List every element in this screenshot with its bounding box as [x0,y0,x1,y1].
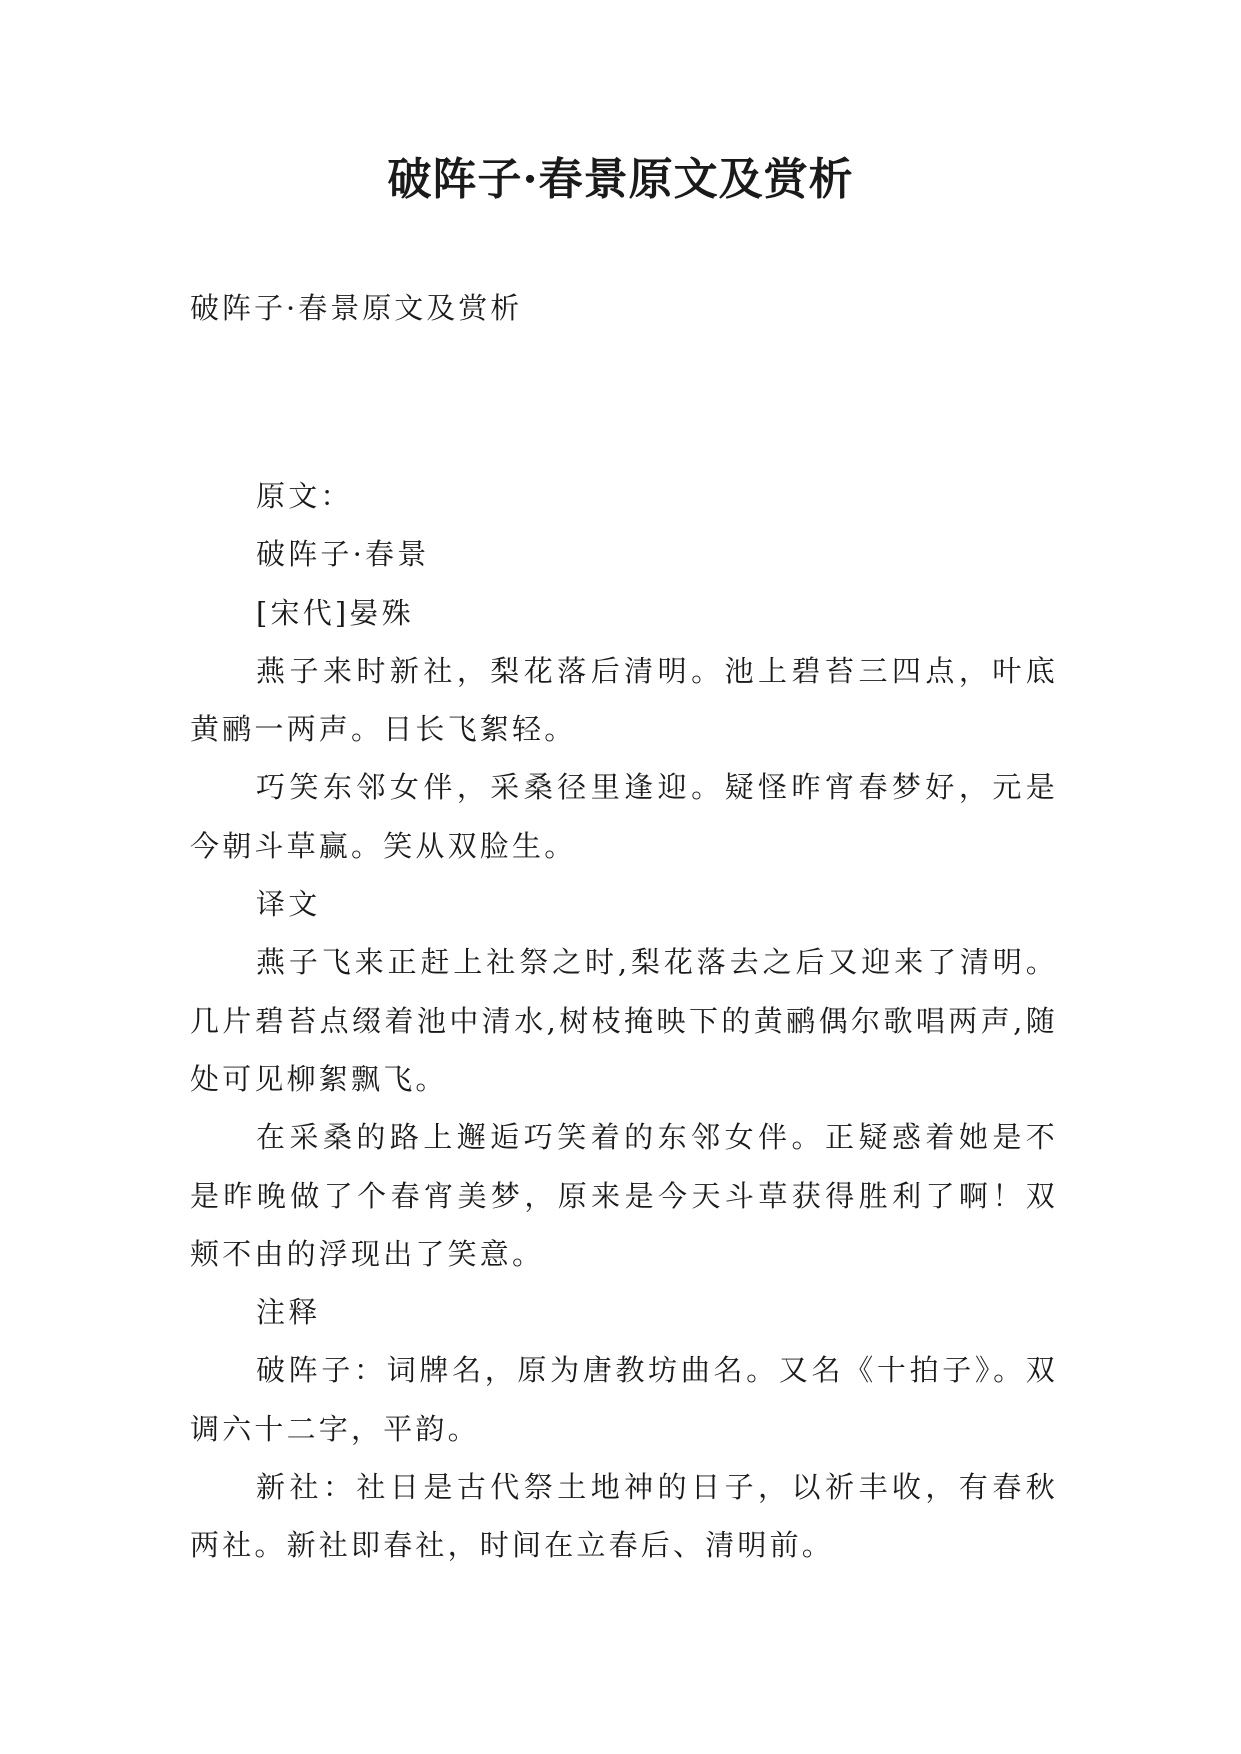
paragraph-poem-title: 破阵子·春景 [256,537,430,572]
paragraph-poem-author: [宋代]晏殊 [256,595,414,630]
document-body [190,467,1058,1575]
paragraph-notes-heading: 注释 [256,1295,321,1330]
paragraph-original-heading: 原文： [256,479,353,513]
paragraph-translation-heading: 译文 [256,887,321,922]
document-title: 破阵子·春景原文及赏析 [387,154,854,205]
paragraph-note-1: 破阵子：词牌名，原为唐教坊曲名。又名《十拍子》。双调六十二字，平韵。 [190,1353,1058,1446]
paragraph-note-2: 新社：社日是古代祭土地神的日子，以祈丰收，有春秋两社。新社即春社，时间在立春后、清明前。 [190,1470,1058,1563]
paragraph-poem-stanza-2: 巧笑东邻女伴，采桑径里逢迎。疑怪昨宵春梦好，元是今朝斗草赢。笑从双脸生。 [190,770,1058,863]
paragraph-poem-stanza-1: 燕子来时新社，梨花落后清明。池上碧苔三四点，叶底黄鹂一两声。日长飞絮轻。 [190,653,1058,747]
paragraph-translation-2: 在采桑的路上邂逅巧笑着的东邻女伴。正疑惑着她是不是昨晚做了个春宵美梦，原来是今天斗草获得胜利了啊！双颊不由的浮现出了笑意。 [190,1120,1058,1271]
paragraph-translation-1: 燕子飞来正赶上社祭之时,梨花落去之后又迎来了清明。几片碧苔点缀着池中清水,树枝掩映下的黄鹂偶尔歌唱两声,随处可见柳絮飘飞。 [190,945,1058,1096]
document-subtitle: 破阵子·春景原文及赏析 [190,291,523,325]
